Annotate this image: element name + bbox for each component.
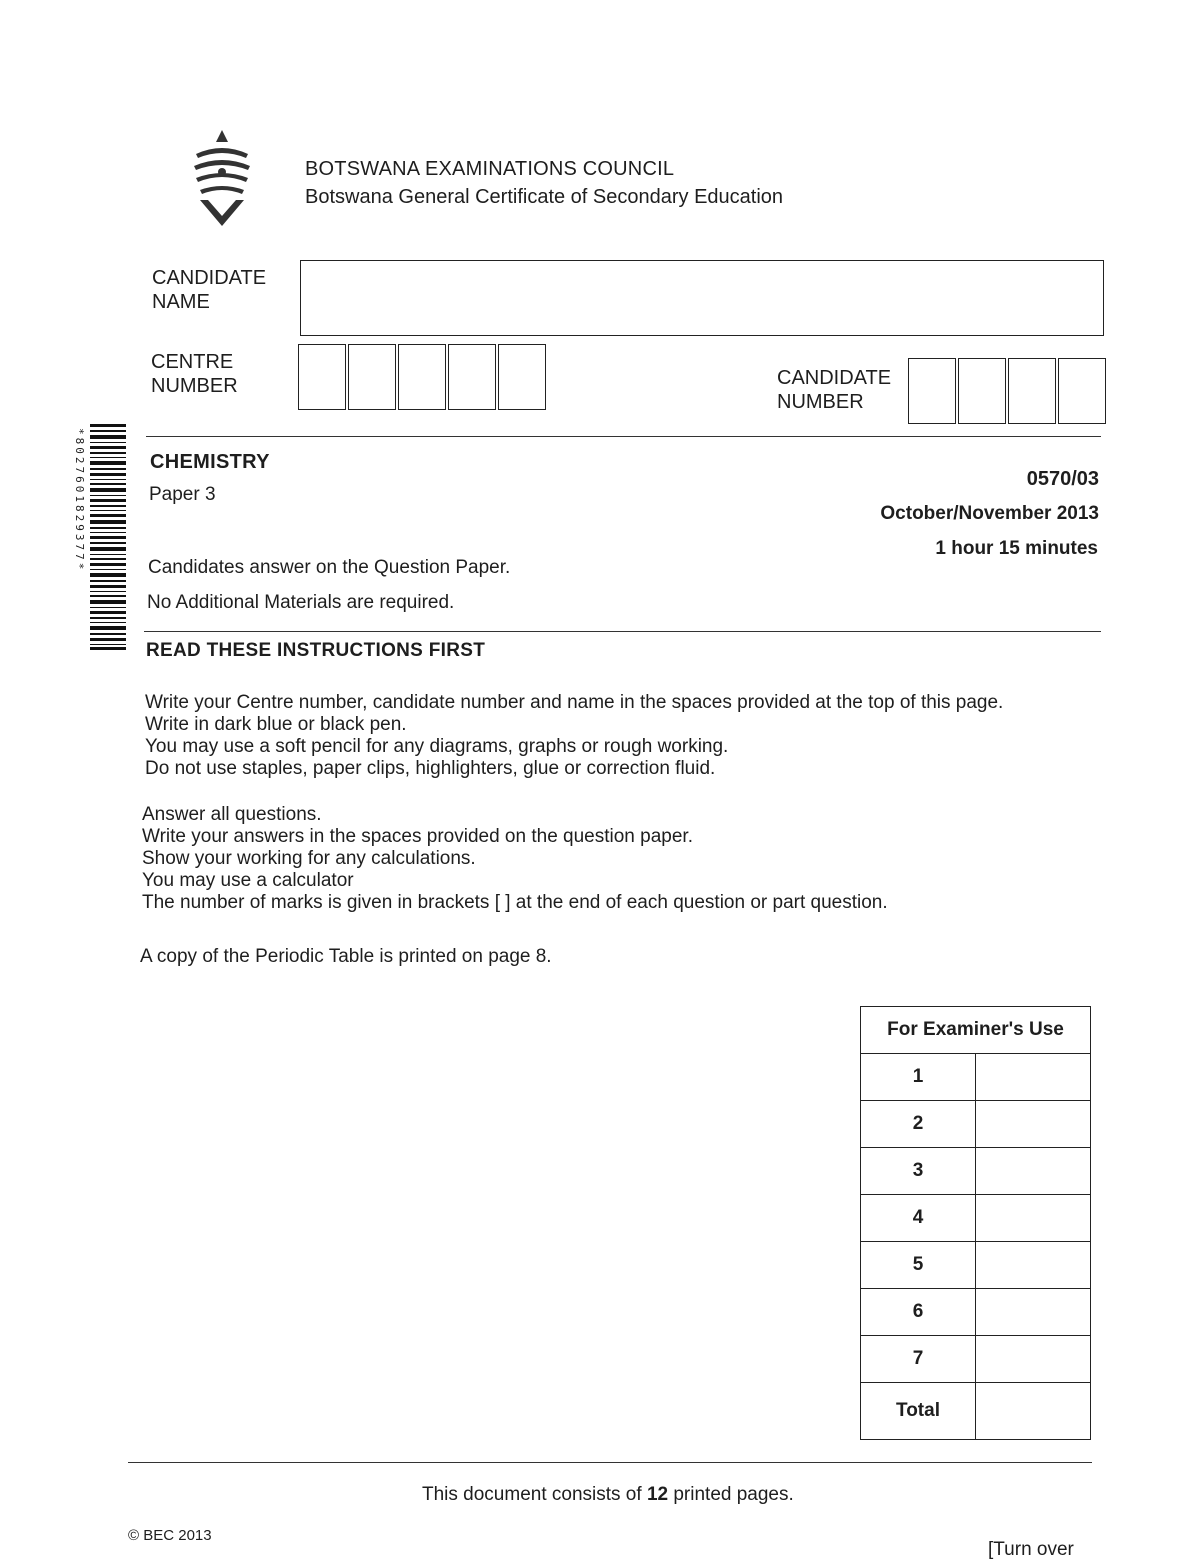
candidate-digit-box[interactable] bbox=[958, 358, 1006, 424]
centre-digit-box[interactable] bbox=[448, 344, 496, 410]
bec-logo-icon bbox=[186, 128, 258, 230]
centre-number-field[interactable] bbox=[298, 344, 548, 410]
candidate-digit-box[interactable] bbox=[908, 358, 956, 424]
candidate-number-field[interactable] bbox=[908, 358, 1108, 424]
candidate-digit-box[interactable] bbox=[1008, 358, 1056, 424]
examiner-use-table bbox=[860, 1006, 1091, 1440]
instruction-line: You may use a soft pencil for any diagrams, graphs or rough working. bbox=[145, 736, 729, 757]
council-name: BOTSWANA EXAMINATIONS COUNCIL bbox=[305, 158, 675, 180]
centre-digit-box[interactable] bbox=[398, 344, 446, 410]
mark-cell[interactable] bbox=[976, 1148, 1091, 1195]
question-number-cell: 1 bbox=[861, 1054, 976, 1101]
syllabus-code: 0570/03 bbox=[1026, 468, 1099, 490]
mark-cell[interactable] bbox=[976, 1195, 1091, 1242]
materials-note: No Additional Materials are required. bbox=[147, 592, 455, 613]
answer-note: Candidates answer on the Question Paper. bbox=[148, 557, 511, 578]
exam-duration: 1 hour 15 minutes bbox=[935, 538, 1098, 559]
candidate-name-field[interactable] bbox=[300, 260, 1104, 336]
divider bbox=[144, 631, 1101, 632]
barcode-icon bbox=[90, 424, 126, 650]
page-count: 12 bbox=[646, 1484, 669, 1505]
instructions-heading: READ THESE INSTRUCTIONS FIRST bbox=[146, 640, 486, 661]
candidate-digit-box[interactable] bbox=[1058, 358, 1106, 424]
exam-session: October/November 2013 bbox=[880, 503, 1099, 524]
question-number-cell: 5 bbox=[861, 1242, 976, 1289]
barcode-text: *8027601829377* bbox=[73, 428, 86, 573]
question-number-cell: 4 bbox=[861, 1195, 976, 1242]
copyright: © BEC 2013 bbox=[128, 1527, 212, 1544]
page-count-note: This document consists of 12 printed pages. bbox=[422, 1484, 794, 1505]
paper-number: Paper 3 bbox=[149, 484, 216, 505]
divider bbox=[146, 436, 1101, 437]
centre-digit-box[interactable] bbox=[498, 344, 546, 410]
examiner-table-title: For Examiner's Use bbox=[861, 1007, 1091, 1054]
instruction-line: You may use a calculator bbox=[142, 870, 354, 891]
centre-digit-box[interactable] bbox=[298, 344, 346, 410]
instructions-block bbox=[142, 804, 1082, 914]
mark-cell[interactable] bbox=[976, 1336, 1091, 1383]
instruction-line: The number of marks is given in brackets [ ] at the end of each question or part question. bbox=[142, 892, 888, 913]
periodic-table-note: A copy of the Periodic Table is printed on page 8. bbox=[140, 946, 552, 967]
mark-cell[interactable] bbox=[976, 1101, 1091, 1148]
instruction-line: Show your working for any calculations. bbox=[142, 848, 476, 869]
candidate-number-label: CANDIDATE NUMBER bbox=[777, 367, 892, 413]
question-number-cell: 2 bbox=[861, 1101, 976, 1148]
candidate-name-label: CANDIDATE NAME bbox=[152, 267, 267, 313]
instruction-line: Write in dark blue or black pen. bbox=[145, 714, 407, 735]
question-number-cell: 3 bbox=[861, 1148, 976, 1195]
turn-over-note: [Turn over bbox=[988, 1539, 1074, 1560]
instruction-line: Do not use staples, paper clips, highlighters, glue or correction fluid. bbox=[145, 758, 716, 779]
question-number-cell: 6 bbox=[861, 1289, 976, 1336]
total-label-cell: Total bbox=[861, 1383, 976, 1440]
mark-cell[interactable] bbox=[976, 1242, 1091, 1289]
certificate-name: Botswana General Certificate of Secondary Education bbox=[305, 186, 784, 208]
question-number-cell: 7 bbox=[861, 1336, 976, 1383]
centre-digit-box[interactable] bbox=[348, 344, 396, 410]
subject-title: CHEMISTRY bbox=[150, 451, 270, 473]
instruction-line: Write your Centre number, candidate number and name in the spaces provided at the top of this page. bbox=[145, 692, 1004, 713]
divider bbox=[128, 1462, 1092, 1463]
mark-cell[interactable] bbox=[976, 1289, 1091, 1336]
total-mark-cell[interactable] bbox=[976, 1383, 1091, 1440]
centre-number-label: CENTRE NUMBER bbox=[151, 351, 238, 397]
instructions-block bbox=[145, 692, 1085, 780]
mark-cell[interactable] bbox=[976, 1054, 1091, 1101]
instruction-line: Write your answers in the spaces provided on the question paper. bbox=[142, 826, 693, 847]
instruction-line: Answer all questions. bbox=[142, 804, 322, 825]
